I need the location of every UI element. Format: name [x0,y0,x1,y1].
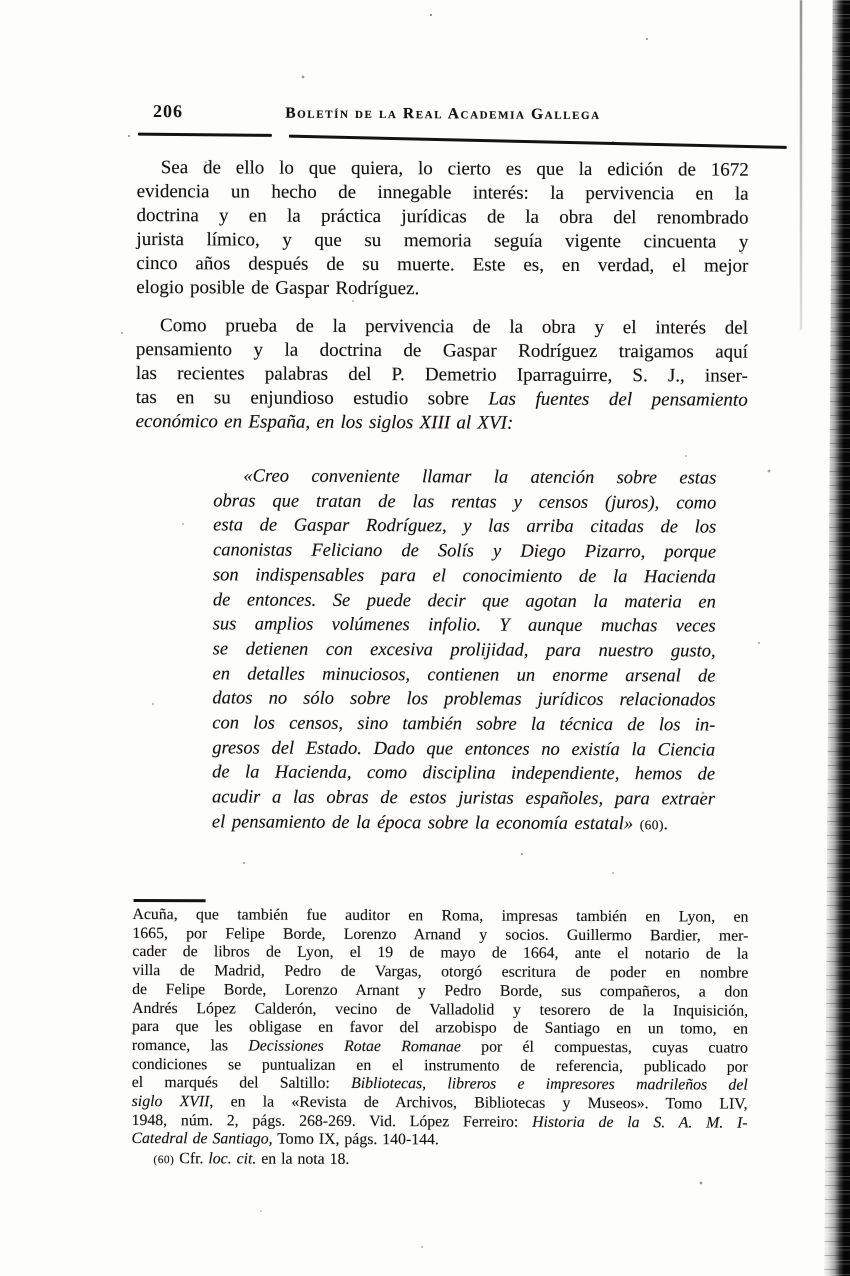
paragraph-2 [136,314,749,437]
text-line: pensamiento y la doctrina de Gaspar Rodríguez traigamos aquí [135,338,748,363]
text-line: con los censos, sino también sobre la técnica de los in- [212,713,716,736]
header-rule-left [138,133,272,137]
text-line: de entonces. Se puede decir que agotan la materia en [212,589,716,613]
text-line: Como prueba de la pervivencia de la obra y el interés del [160,315,749,339]
text-line: cader de libros de Lyon, el 19 de mayo de 1664, ante el notario de la [132,943,749,964]
text-line: elogio posible de Gaspar Rodríguez. [136,276,420,300]
text-line: se detienen con excesiva prolijidad, para nuestro gusto, [212,639,716,662]
footnote-60 [131,1150,747,1172]
text-line: Acuña, que también fue auditor en Roma, impresas también en Lyon, en [132,905,749,926]
text-line: canonistas Feliciano de Solís y Diego Pizarro, porque [213,540,717,563]
text-line: el marqués del Saltillo: Bibliotecas, libreros e impresores madrileños del [131,1074,748,1094]
text-line: Sea de ello lo que quiera, lo cierto es que la edición de 1672 [160,157,749,181]
text-line: «Creo conveniente llamar la atención sobre estas [243,466,717,489]
text-line: doctrina y en la práctica jurídicas de la obra del renombrado [136,204,749,229]
text-line: siglo XVII, en la «Revista de Archivos, Bibliotecas y Museos». Tomo LIV, [131,1093,748,1113]
text-line: las recientes palabras del P. Demetrio Iparraguirre, S. J., inser- [135,362,748,387]
text-line: esta de Gaspar Rodríguez, y las arriba citadas de los [213,515,717,538]
text-line: tas en su enjundioso estudio sobre Las fuentes del pensamiento [135,386,748,411]
running-header [137,101,749,128]
text-line: evidencia un hecho de innegable interés: la pervivencia en la [136,180,749,205]
journal-title: Boletín de la Real Academia Gallega [285,104,601,124]
text-line: acudir a las obras de estos juristas españoles, para extraer [211,787,716,810]
text-line: condiciones se puntualizan en el instrumento de referencia, publicado por [131,1055,748,1076]
footnote-rule [134,899,206,902]
text-line: 1665, por Felipe Borde, Lorenzo Arnand y socios. Guillermo Bardier, mer- [132,924,749,945]
text-line: sus amplios volúmenes infolio. Y aunque muchas veces [212,614,716,637]
text-line: de Felipe Borde, Lorenzo Arnant y Pedro Borde, sus compañeros, a don [132,980,749,1001]
footnote-continuation [131,906,748,1152]
text-line: son indispensables para el conocimiento de la Hacienda [212,565,717,588]
text-line: jurista límico, y que su memoria seguía vigente cincuenta y [136,228,749,253]
text-line: en detalles minuciosos, contienen un enorme arsenal de [212,663,716,687]
text-line: gresos del Estado. Dado que entonces no existía la Ciencia [212,738,716,761]
page-number: 206 [152,101,184,122]
text-line: obras que tratan de las rentas y censos (juros), como [213,491,717,514]
text-line: de la Hacienda, como disciplina independiente, hemos de [212,762,716,785]
text-line: Catedral de Santiago, Tomo IX, págs. 140-144. [131,1130,439,1149]
scan-noise-specks [0,0,2,2]
text-line: 1948, núm. 2, págs. 268-269. Vid. López Ferreiro: Historia de la S. A. M. I- [131,1111,748,1132]
text-line: Andrés López Calderón, vecino de Valladolid y tesorero de la Inquisición, [132,999,749,1020]
text-line: (60) Cfr. loc. cit. en la nota 18. [153,1150,350,1168]
text-line: romance, las Decissiones Rotae Romanae por él compuestas, cuyas cuatro [131,1036,748,1057]
text-line: datos no sólo sobre los problemas jurídicos relacionados [212,688,716,711]
block-quote [212,464,717,838]
paragraph-1 [136,156,749,303]
text-line: el pensamiento de la época sobre la economía estatal» (60). [211,812,669,835]
text-line: económico en España, en los siglos XIII al XVI: [135,410,514,434]
text-line: para que les obligase en favor del arzobispo de Santiago en un tomo, en [131,1018,749,1038]
text-line: villa de Madrid, Pedro de Vargas, otorgó escritura de poder en nombre [132,962,749,982]
text-line: cinco años después de su muerte. Este es, en verdad, el mejor [136,252,749,277]
scan-fold-shadow [800,0,802,330]
header-rule-main [289,135,787,149]
